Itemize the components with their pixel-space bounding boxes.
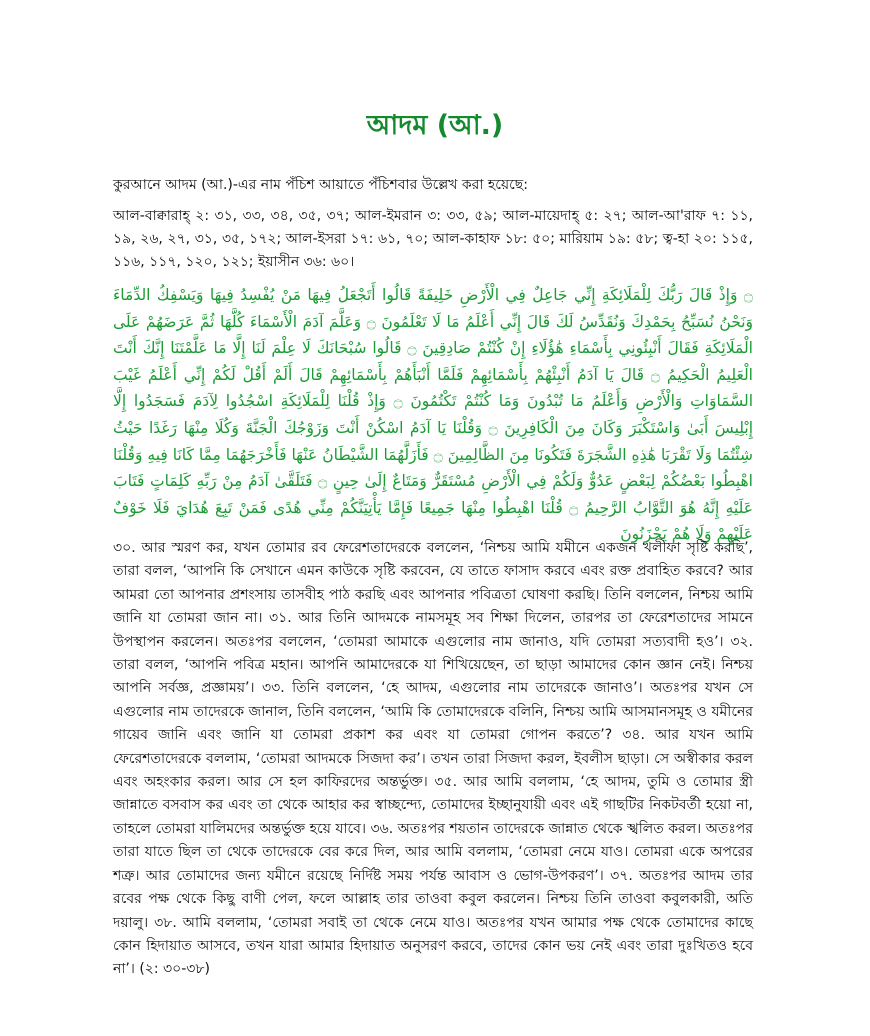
arabic-verse-text: قَالُوا سُبْحَانَكَ لَا عِلْمَ لَنَا إِلَّا مَا عَلَّمْتَنَا إِنَّكَ أَنْتَ الْعَلِيمُ الْحَكِيمُ	[113, 339, 753, 384]
verse-end-icon: ۝	[433, 445, 443, 464]
arabic-verse-text: وَقُلْنَا يَا آدَمُ اسْكُنْ أَنْتَ وَزَوْجُكَ الْجَنَّةَ وَكُلَا مِنْهَا رَغَدًا حَيْثُ شِئْتُمَا وَلَا تَقْرَبَا هَٰذِهِ الشَّجَرَةَ فَتَكُونَا مِنَ الظَّالِمِينَ	[113, 418, 753, 464]
verse-references: আল-বাক্বারাহ্ ২: ৩১, ৩৩, ৩৪, ৩৫, ৩৭; আল-ইমরান ৩: ৩৩, ৫৯; আল-মায়েদাহ্ ৫: ২৭; আল-আ'রাফ ৭: ১১, ১৯, ২৬, ২৭, ৩১, ৩৫, ১৭২; আল-ইসরা ১৭: ৬১, ৭০; আল-কাহাফ ১৮: ৫০; মারিয়াম ১৯: ৫৮; ত্ব-হা ২০: ১১৫, ১১৬, ১১৭, ১২০, ১২১; ইয়াসীন ৩৬: ৬০।	[113, 208, 753, 270]
arabic-verse-text: فَتَلَقَّىٰ آدَمُ مِنْ رَبِّهِ كَلِمَاتٍ فَتَابَ عَلَيْهِ إِنَّهُ هُوَ التَّوَّابُ الرَّحِيمُ	[113, 472, 753, 517]
verse-end-icon: ۝	[743, 286, 753, 304]
bengali-translation: ৩০. আর স্মরণ কর, যখন তোমার রব ফেরেশতাদেরকে বললেন, ‘নিশ্চয় আমি যমীনে একজন খলীফা সৃষ্টি করছি’, তারা বলল, ‘আপনি কি সেখানে এমন কাউকে সৃষ্টি করবেন, যে তাতে ফাসাদ করবে এবং রক্ত প্রবাহিত করবে? আর আমরা তো আপনার প্রশংসায় তাসবীহ পাঠ করছি এবং আপনার পবিত্রতা ঘোষণা করছি। তিনি বললেন, নিশ্চয় আমি জানি যা তোমরা জান না। ৩১. আর তিনি আদমকে নামসমূহ সব শিক্ষা দিলেন, তারপর তা ফেরেশতাদের সামনে উপস্থাপন করলেন। অতঃপর বললেন, ‘তোমরা আমাকে এগুলোর নাম জানাও, যদি তোমরা সত্যবাদী হও’। ৩২. তারা বলল, ‘আপনি পবিত্র মহান। আপনি আমাদেরকে যা শিখিয়েছেন, তা ছাড়া আমাদের কোন জ্ঞান নেই। নিশ্চয় আপনি সর্বজ্ঞ, প্রজ্ঞাময়’। ৩৩. তিনি বললেন, ‘হে আদম, এগুলোর নাম তাদেরকে জানাও’। অতঃপর যখন সে এগুলোর নাম তাদেরকে জানাল, তিনি বললেন, ‘আমি কি তোমাদেরকে বলিনি, নিশ্চয় আমি আসমানসমূহ ও যমীনের গায়েব জানি এবং জানি যা তোমরা প্রকাশ কর এবং যা তোমরা গোপন করতে’? ৩৪. আর যখন আমি ফেরেশতাদেরকে বললাম, ‘তোমরা আদমকে সিজদা কর’। তখন তারা সিজদা করল, ইবলীস ছাড়া। সে অস্বীকার করল এবং অহংকার করল। আর সে হল কাফিরদের অন্তর্ভুক্ত। ৩৫. আর আমি বললাম, ‘হে আদম, তুমি ও তোমার স্ত্রী জান্নাতে বসবাস কর এবং তা থেকে আহার কর স্বাচ্ছন্দ্যে, তোমাদের ইচ্ছানুযায়ী এবং এই গাছটির নিকটবর্তী হয়ো না, তাহলে তোমরা যালিমদের অন্তর্ভুক্ত হয়ে যাবে। ৩৬. অতঃপর শয়তান তাদেরকে জান্নাত থেকে স্খলিত করল। অতঃপর তারা যাতে ছিল তা থেকে তাদেরকে বের করে দিল, আর আমি বললাম, ‘তোমরা নেমে যাও। তোমরা একে অপরের শত্রু। আর তোমাদের জন্য যমীনে রয়েছে নির্দিষ্ট সময় পর্যন্ত আবাস ও ভোগ-উপকরণ’। ৩৭. অতঃপর আদম তার রবের পক্ষ থেকে কিছু বাণী পেল, ফলে আল্লাহ তার তাওবা কবুল করলেন। নিশ্চয় তিনি তাওবা কবুলকারী, অতি দয়ালু। ৩৮. আমি বললাম, ‘তোমরা সবাই তা থেকে নেমে যাও। অতঃপর যখন আমার পক্ষ থেকে তোমাদের কাছে কোন হিদায়াত আসবে, তখন যারা আমার হিদায়াত অনুসরণ করবে, তাদের কোন ভয় নেই এবং তারা দুঃখিতও হবে না’। (২: ৩০-৩৮)	[113, 540, 753, 978]
intro-text: কুরআনে আদম (আ.)-এর নাম পঁচিশ আয়াতে পঁচিশবার উল্লেখ করা হয়েছে:	[113, 177, 528, 193]
page-title: আদম (আ.)	[366, 110, 504, 141]
arabic-verses-block	[113, 282, 753, 548]
verse-end-icon: ۝	[407, 339, 417, 358]
verse-end-icon: ۝	[569, 498, 579, 517]
arabic-verse-text: فَأَزَلَّهُمَا الشَّيْطَانُ عَنْهَا فَأَخْرَجَهُمَا مِمَّا كَانَا فِيهِ وَقُلْنَا اهْبِطُوا بَعْضُكُمْ لِبَعْضٍ عَدُوٌّ وَلَكُمْ فِي الْأَرْضِ مُسْتَقَرٌّ وَمَتَاعٌ إِلَىٰ حِينٍ	[113, 445, 753, 491]
verse-end-icon: ۝	[393, 392, 403, 411]
arabic-verse-text: وَإِذْ قَالَ رَبُّكَ لِلْمَلَائِكَةِ إِنِّي جَاعِلٌ فِي الْأَرْضِ خَلِيفَةً قَالُوا أَتَجْعَلُ فِيهَا مَنْ يُفْسِدُ فِيهَا وَيَسْفِكُ الدِّمَاءَ وَنَحْنُ نُسَبِّحُ بِحَمْدِكَ وَنُقَدِّسُ لَكَ قَالَ إِنِّي أَعْلَمُ مَا لَا تَعْلَمُونَ	[113, 286, 754, 331]
verse-end-icon: ۝	[366, 312, 376, 331]
arabic-verse-text: قَالَ يَا آدَمُ أَنْبِئْهُمْ بِأَسْمَائِهِمْ فَلَمَّا أَنْبَأَهُمْ بِأَسْمَائِهِمْ قَالَ أَلَمْ أَقُلْ لَكُمْ إِنِّي أَعْلَمُ غَيْبَ السَّمَاوَاتِ وَالْأَرْضِ وَأَعْلَمُ مَا تُبْدُونَ وَمَا كُنْتُمْ تَكْتُمُونَ	[113, 365, 754, 411]
verse-end-icon: ۝	[488, 418, 498, 437]
arabic-verse-text: وَإِذْ قُلْنَا لِلْمَلَائِكَةِ اسْجُدُوا لِآدَمَ فَسَجَدُوا إِلَّا إِبْلِيسَ أَبَىٰ وَاسْتَكْبَرَ وَكَانَ مِنَ الْكَافِرِينَ	[113, 392, 753, 437]
arabic-verse-text: قُلْنَا اهْبِطُوا مِنْهَا جَمِيعًا فَإِمَّا يَأْتِيَنَّكُمْ مِنِّي هُدًى فَمَنْ تَبِعَ هُدَايَ فَلَا خَوْفٌ عَلَيْهِمْ وَلَا هُمْ يَحْزَنُونَ	[113, 498, 753, 544]
verse-end-icon: ۝	[650, 365, 660, 384]
verse-end-icon: ۝	[318, 472, 328, 491]
arabic-verse-text: وَعَلَّمَ آدَمَ الْأَسْمَاءَ كُلَّهَا ثُمَّ عَرَضَهُمْ عَلَى الْمَلَائِكَةِ فَقَالَ أَنْبِئُونِي بِأَسْمَاءِ هَٰؤُلَاءِ إِنْ كُنْتُمْ صَادِقِينَ	[113, 312, 753, 358]
